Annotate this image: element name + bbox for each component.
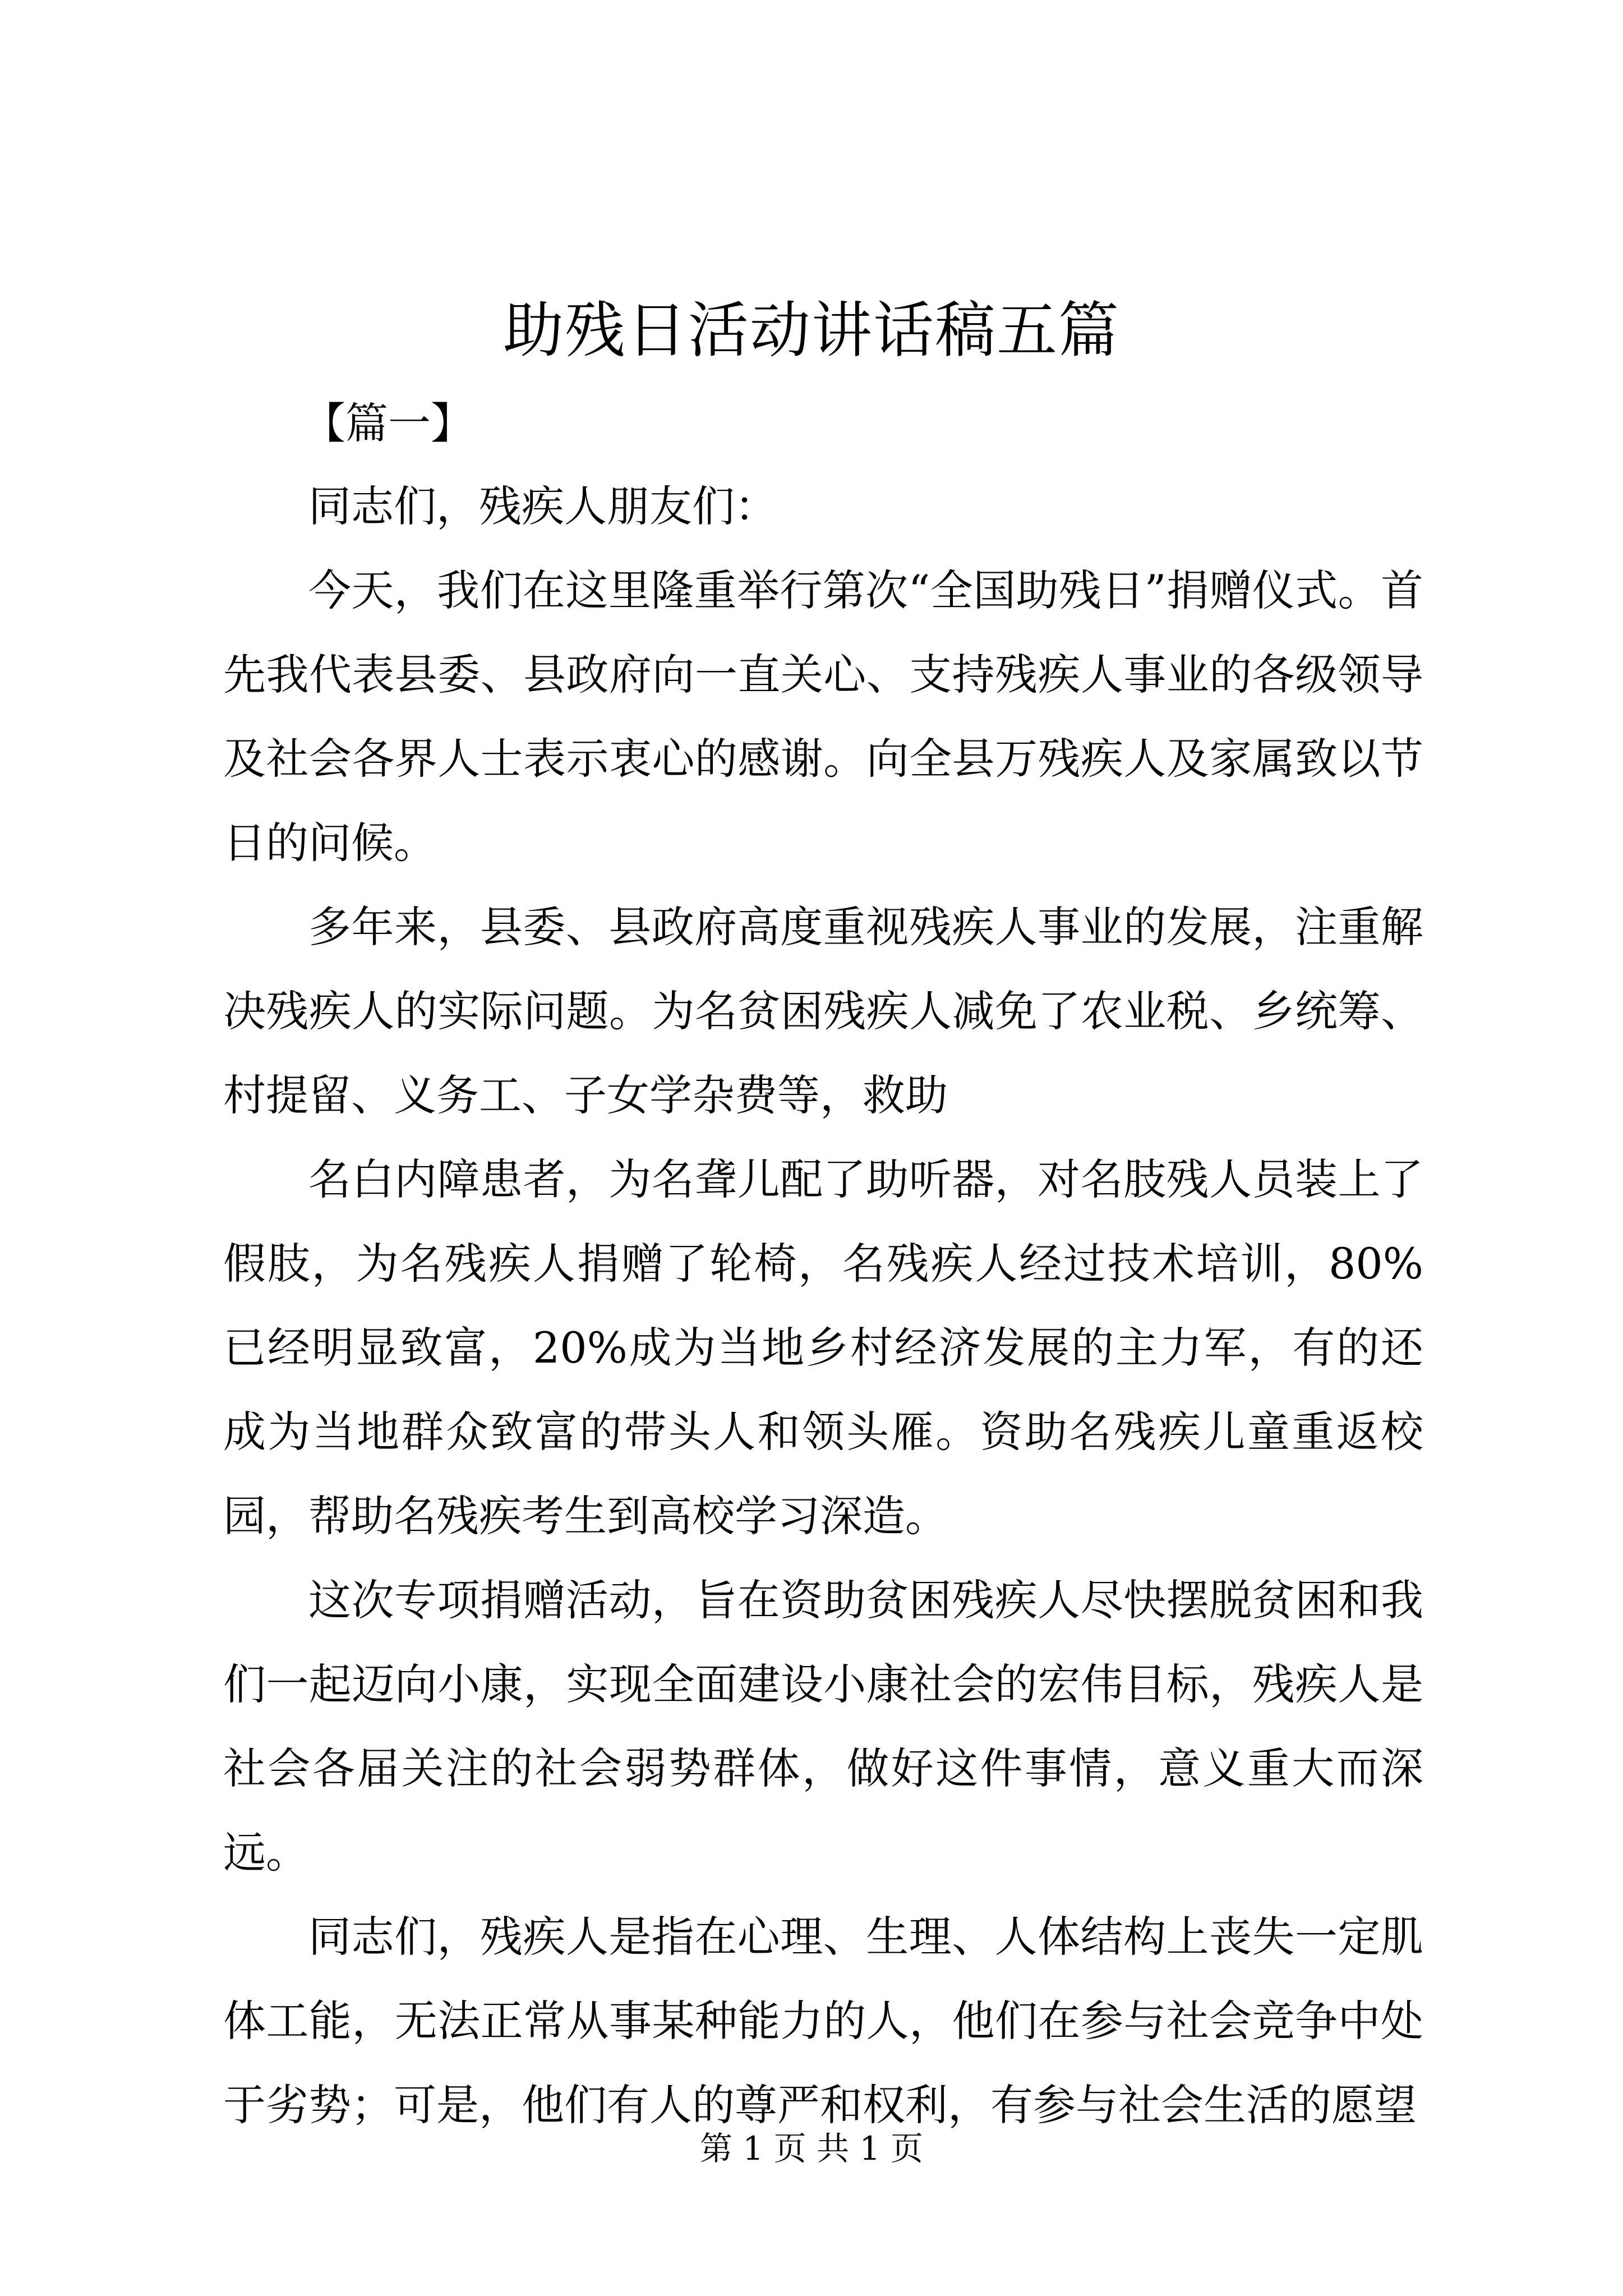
section-heading: 【篇一】 <box>303 398 473 448</box>
document-body <box>223 464 1423 2147</box>
paragraph: 这次专项捐赠活动，旨在资助贫困残疾人尽快摆脱贫困和我们一起迈向小康，实现全面建设小康社会的宏伟目标，残疾人是社会各届关注的社会弱势群体，做好这件事情，意义重大而深远。 <box>223 1575 1423 1878</box>
paragraph: 多年来，县委、县政府高度重视残疾人事业的发展，注重解决残疾人的实际问题。为名贫困残疾人减免了农业税、乡统筹、村提留、义务工、子女学杂费等，救助 <box>223 902 1423 1120</box>
paragraph: 名白内障患者，为名聋儿配了助听器，对名肢残人员装上了假肢，为名残疾人捐赠了轮椅，名残疾人经过技术培训，80%已经明显致富，20%成为当地乡村经济发展的主力军，有的还成为当地群众致富的带头人和领头雁。资助名残疾儿童重返校园，帮助名残疾考生到高校学习深造。 <box>223 1154 1423 1541</box>
paragraph: 同志们，残疾人是指在心理、生理、人体结构上丧失一定肌体工能，无法正常从事某种能力的人，他们在参与社会竞争中处于劣势；可是，他们有人的尊严和权利，有参与社会生活的愿望 <box>223 1912 1423 2130</box>
paragraph-salutation: 同志们，残疾人朋友们： <box>308 481 777 531</box>
document-title: 助残日活动讲话稿五篇 <box>502 296 1120 366</box>
paragraph: 今天，我们在这里隆重举行第次“全国助残日”捐赠仪式。首先我代表县委、县政府向一直关心、支持残疾人事业的各级领导及社会各界人士表示衷心的感谢。向全县万残疾人及家属致以节日的问候。 <box>223 565 1423 868</box>
page-footer: 第 1 页 共 1 页 <box>700 2129 923 2168</box>
